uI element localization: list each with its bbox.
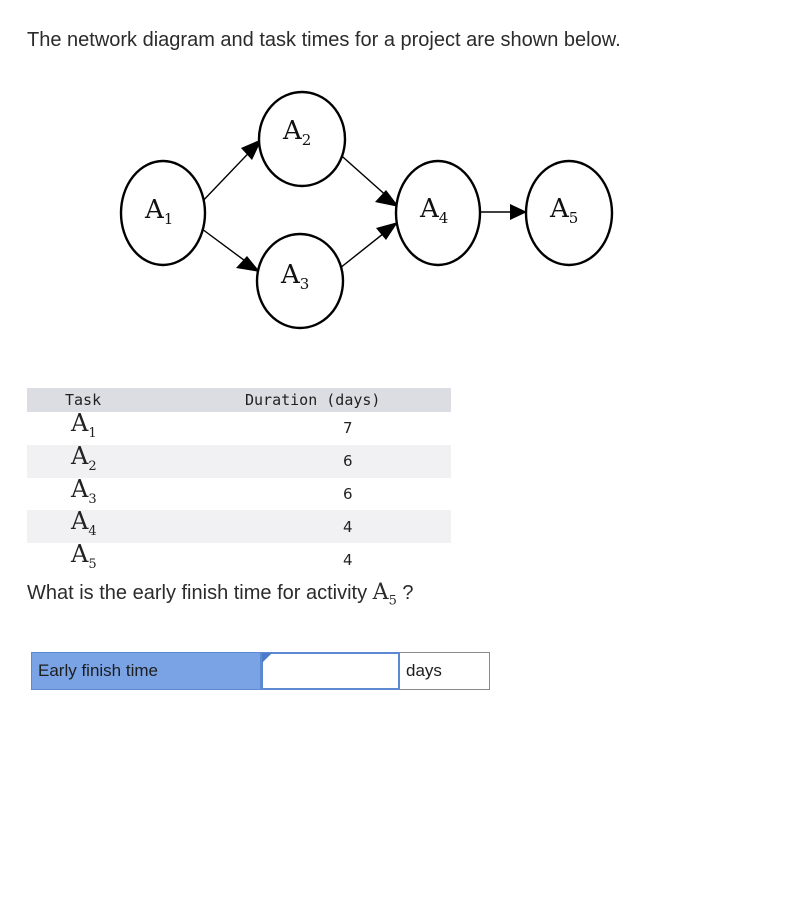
early-finish-input[interactable] <box>263 654 398 688</box>
question-mark: ? <box>402 582 414 604</box>
input-corner-marker <box>262 653 272 663</box>
arrowhead-a4-a5 <box>510 204 527 220</box>
table-row <box>27 543 451 576</box>
arrowhead-a1-a3 <box>236 256 260 272</box>
early-finish-input-box[interactable] <box>261 652 400 690</box>
question-text <box>27 580 414 608</box>
intro-text: The network diagram and task times for a project are shown below. <box>27 29 621 51</box>
question-activity: $A_5$ <box>372 580 397 609</box>
table-header-row <box>27 388 451 412</box>
task-name: $A_3$ <box>71 474 97 507</box>
task-name: $A_4$ <box>27 510 175 543</box>
header-task: Task <box>27 388 175 412</box>
header-duration: Duration (days) <box>175 388 451 412</box>
node-a5-label: $A_5$ <box>550 194 579 227</box>
table-row <box>27 445 451 478</box>
task-table <box>27 388 451 576</box>
task-name: $A_5$ <box>71 540 97 572</box>
node-a4-label: $A_4$ <box>420 194 449 227</box>
task-duration: 4 <box>343 550 353 569</box>
task-duration: 4 <box>175 510 451 543</box>
unit-label: days <box>400 652 490 690</box>
node-a2-label: $A_2$ <box>283 116 312 149</box>
task-duration: 7 <box>343 419 353 438</box>
question-body: What is the early finish time for activity <box>27 582 368 604</box>
task-name: $A_1$ <box>71 409 97 441</box>
task-name: $A_2$ <box>27 445 175 478</box>
early-finish-label: Early finish time <box>31 652 261 690</box>
table-row <box>27 510 451 543</box>
table-row <box>27 412 451 445</box>
table-row <box>27 478 451 511</box>
task-duration: 6 <box>343 484 353 503</box>
answer-row <box>31 652 490 690</box>
node-a3-label: $A_3$ <box>281 260 310 293</box>
network-diagram <box>0 0 807 360</box>
task-duration: 6 <box>175 445 451 478</box>
node-a1-label: $A_1$ <box>145 195 174 228</box>
